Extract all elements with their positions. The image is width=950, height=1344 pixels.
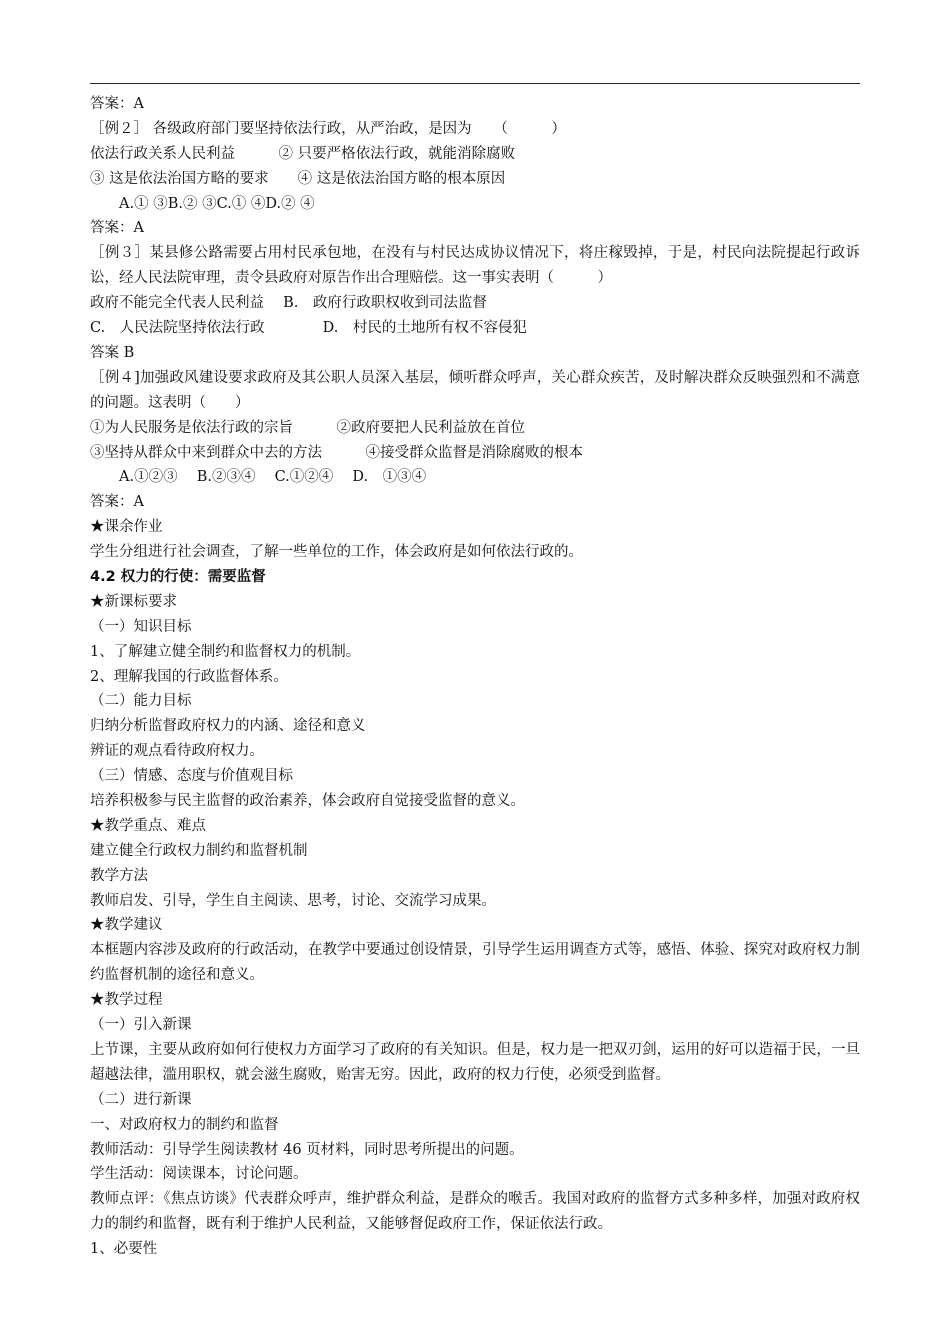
paragraph: 本框题内容涉及政府的行政活动，在教学中要通过创设情景，引导学生运用调查方式等，感悟、体验、探究对政府权力制约监督机制的途径和意义。: [90, 942, 860, 984]
subsection-heading: 一、对政府权力的制约和监督: [90, 1116, 279, 1133]
subsection-heading: 教学方法: [90, 867, 148, 884]
list-item: 1、了解建立健全制约和监督权力的机制。: [90, 643, 361, 660]
subsection-heading: （三）情感、态度与价值观目标: [90, 768, 293, 785]
paragraph: 学生活动：阅读课本，讨论问题。: [90, 1166, 308, 1183]
example-2-option-line: 依法行政关系人民利益 ② 只要严格依法行政，就能消除腐败: [90, 145, 516, 162]
example-2-question: ［例２］ 各级政府部门要坚持依法行政，从严治政，是因为 （ ）: [90, 120, 566, 137]
paragraph: 教师点评：《焦点访谈》代表群众呼声，维护群众利益，是群众的喉舌。我国对政府的监督方式多种多样，加强对政府权力的制约和监督，既有利于维护人民利益，又能够督促政府工作，保证依法行政。: [90, 1191, 860, 1233]
answer-line: 答案：A: [90, 220, 144, 237]
subsection-heading: （二）能力目标: [90, 693, 192, 710]
list-item: 2、理解我国的行政监督体系。: [90, 668, 288, 685]
answer-line: 答案 B: [90, 344, 135, 361]
section-heading: ★教学建议: [90, 917, 163, 934]
example-2-option-line: ③ 这是依法治国方略的要求 ④ 这是依法治国方略的根本原因: [90, 170, 506, 187]
example-4-choices: A.①②③ B.②③④ C.①②④ D. ①③④: [90, 469, 427, 486]
paragraph: 建立健全行政权力制约和监督机制: [90, 842, 308, 859]
example-4-option-line: ①为人民服务是依法行政的宗旨 ②政府要把人民利益放在首位: [90, 419, 525, 436]
paragraph: 学生分组进行社会调查，了解一些单位的工作，体会政府是如何依法行政的。: [90, 544, 583, 561]
subsection-heading: （二）进行新课: [90, 1091, 192, 1108]
paragraph: 教师启发、引导，学生自主阅读、思考，讨论、交流学习成果。: [90, 892, 496, 909]
example-3-option-line: C. 人民法院坚持依法行政 D. 村民的土地所有权不容侵犯: [90, 320, 527, 337]
example-4-option-line: ③坚持从群众中来到群众中去的方法 ④接受群众监督是消除腐败的根本: [90, 444, 583, 461]
lesson-title: 4.2 权力的行使：需要监督: [90, 568, 266, 585]
example-2-choices: A.① ③B.② ③C.① ④D.② ④: [90, 195, 315, 212]
header-rule: [90, 83, 860, 84]
paragraph: 归纳分析监督政府权力的内涵、途径和意义: [90, 718, 366, 735]
paragraph: 辨证的观点看待政府权力。: [90, 743, 264, 760]
paragraph: 上节课，主要从政府如何行使权力方面学习了政府的有关知识。但是，权力是一把双刃剑，运用的好可以造福于民，一旦超越法律，滥用职权，就会滋生腐败，贻害无穷。因此，政府的权力行使，必须受到监督。: [90, 1041, 860, 1083]
paragraph: 教师活动：引导学生阅读教材 46 页材料，同时思考所提出的问题。: [90, 1141, 524, 1158]
section-heading: ★课余作业: [90, 519, 163, 536]
subsection-heading: （一）知识目标: [90, 618, 192, 635]
paragraph: 培养积极参与民主监督的政治素养，体会政府自觉接受监督的意义。: [90, 793, 525, 809]
section-heading: ★新课标要求: [90, 593, 177, 610]
section-heading: ★教学过程: [90, 992, 163, 1009]
document-body: [90, 92, 860, 1262]
answer-line: 答案：A: [90, 96, 144, 112]
list-item: 1、必要性: [90, 1241, 158, 1258]
example-4-question: ［例４]加强政风建设要求政府及其公职人员深入基层，倾听群众呼声，关心群众疾苦，及时解决群众反映强烈和不满意的问题。这表明（ ）: [90, 369, 860, 411]
section-heading: ★教学重点、难点: [90, 817, 206, 834]
answer-line: 答案：A: [90, 494, 144, 511]
example-3-option-line: 政府不能完全代表人民利益 B. 政府行政职权收到司法监督: [90, 295, 487, 312]
subsection-heading: （一）引入新课: [90, 1017, 192, 1034]
example-3-question: ［例３］某县修公路需要占用村民承包地，在没有与村民达成协议情况下，将庄稼毁掉，于是，村民向法院提起行政诉讼，经人民法院审理，责令县政府对原告作出合理赔偿。这一事实表明（ ）: [90, 245, 860, 287]
